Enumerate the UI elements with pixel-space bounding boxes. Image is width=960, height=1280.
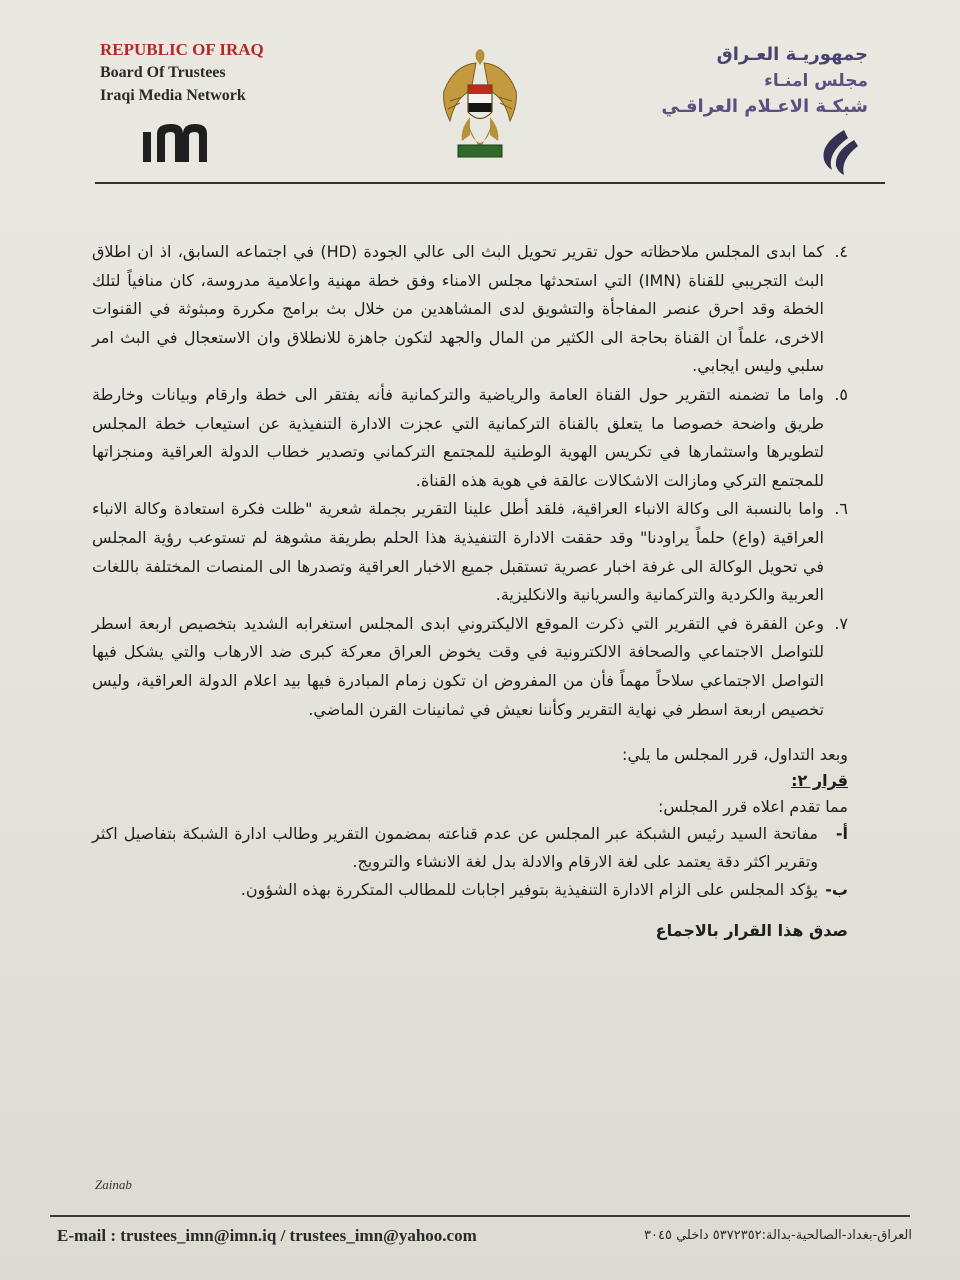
decision-title: قرار ٢: [791,771,848,791]
board-of-trustees-ar: مجلس امنـاء [764,71,868,91]
list-item [92,381,848,495]
english-letterhead [100,38,264,107]
footer-email: E-mail : trustees_imn@imn.iq / trustees_imn@yahoo.com [57,1226,477,1245]
iraqi-media-network-ar: شبكـة الاعـلام العراقـي [661,96,868,117]
item-number: ٤. [834,242,848,261]
sub-item-letter: ب- [825,880,848,900]
list-item [92,238,848,381]
signature: Zainab [95,1177,132,1192]
iraqi-media-network: Iraqi Media Network [100,87,246,104]
sub-item-text: مفاتحة السيد رئيس الشبكة عبر المجلس عن عدم قناعته بمضمون التقرير وطالب ادارة الشبكة بتفاصيل اكثر وتقرير اكثر دقة يعتمد على لغة الارقام والادلة بدل لغة الانشاء والترويج. [92,824,818,872]
imn-logo-icon [143,120,209,162]
item-number: ٧. [834,613,848,633]
network-swoosh-logo-icon [814,130,864,176]
decision-sub-item [92,876,848,904]
item-number: ٦. [834,499,848,519]
item-text: كما ابدى المجلس ملاحظاته حول تقرير تحويل البث الى عالي الجودة (HD) في اجتماعه السابق، اذ ان اطلاق البث التجريبي للقناة (IMN) التي استحدثها مجلس الامناء وفق خطة مهنية واعلامية مدروسة، كان منافياً لتلك الخطة وقد احرق عنصر المفاجأة والتشويق لدى المشاهدين من خلال بث برامج مكررة ومبثوثة في القنوات الاخرى، علماً ان القناة بحاجة الى الكثير من المال والجهد لتكون جاهزة للانطلاق وان الاستعجال في البث امر سلبي وليس ايجابي. [92,242,825,376]
after-deliberation-line: وبعد التداول، قرر المجلس ما يلي: [622,745,848,765]
iraq-eagle-emblem-icon [440,45,520,165]
item-text: واما ما تضمنه التقرير حول القناة العامة والرياضية والتركمانية فأنه يفتقر الى خطة وارقام وبيانات وخارطة طريق واضحة خصوصا ما يتعلق بالقناة التركمانية التي عجزت الادارة التنفيذية عن استيعاب خطة المجلس لتطويرها واستثمارها في تكريس الهوية الوطنية للمجتمع التركماني وتصدير خطاب الدولة العراقية ومنجزاتها للمجتمع التركي ومازالت الاشكالات عالقة في هوية هذه القناة. [92,384,824,490]
arabic-letterhead [661,42,868,120]
sub-item-text: يؤكد المجلس على الزام الادارة التنفيذية بتوفير اجابات للمطالب المتكررة بهذه الشؤون. [240,880,818,900]
republic-of-iraq-ar: جمهوريـة العـراق [716,44,868,65]
decision-intro: مما تقدم اعلاه قرر المجلس: [658,797,848,817]
republic-of-iraq: REPUBLIC OF IRAQ [100,40,264,59]
item-text: واما بالنسبة الى وكالة الانباء العراقية، فلقد أطل علينا التقرير بجملة شعرية "ظلت فكرة استعادة وكالة الانباء العراقية (واع) حلماً يراودنا" وقد حققت الادارة التنفيذية هذا الحلم بطريقة مشوهة لم تستوعب رؤية المجلس في تحويل الوكالة الى غرفة اخبار عصرية تستقبل جميع الاخبار العراقية وتصدرها الى المنصات المختلفة باللغات العربية والكردية والتركمانية والسريانية والانكليزية. [92,499,824,605]
item-text: وعن الفقرة في التقرير التي ذكرت الموقع الاليكتروني ابدى المجلس استغرابه الشديد بتخصيص اربعة اسطر للتواصل الاجتماعي والصحافة الالكترونية في وقت يخوض العراق معركة كبرى ضد الارهاب والتي يشكل فيها التواصل الاجتماعي سلاحاً مهماً فأن من المفروض ان تكون زمام المبادرة فيها بيد اعلام الدولة العراقية، وليس تخصيص اربعة اسطر في نهاية التقرير وكأننا نعيش في ثمانينات القرن الماضي. [92,613,824,719]
sub-item-letter: أ- [835,824,848,844]
footer-address: العراق-بغداد-الصالحية-بدالة:٥٣٧٢٣٥٢ داخلي ٣٠٤٥ [644,1228,912,1243]
approval-statement: صدق هذا القرار بالاجماع [655,921,848,941]
list-item [92,610,848,724]
footer-divider [50,1215,910,1217]
document-body [92,238,848,944]
list-item [92,495,848,609]
item-number: ٥. [834,384,848,404]
board-of-trustees: Board Of Trustees [100,64,226,81]
header-divider [95,182,885,184]
decision-sub-item [92,820,848,876]
